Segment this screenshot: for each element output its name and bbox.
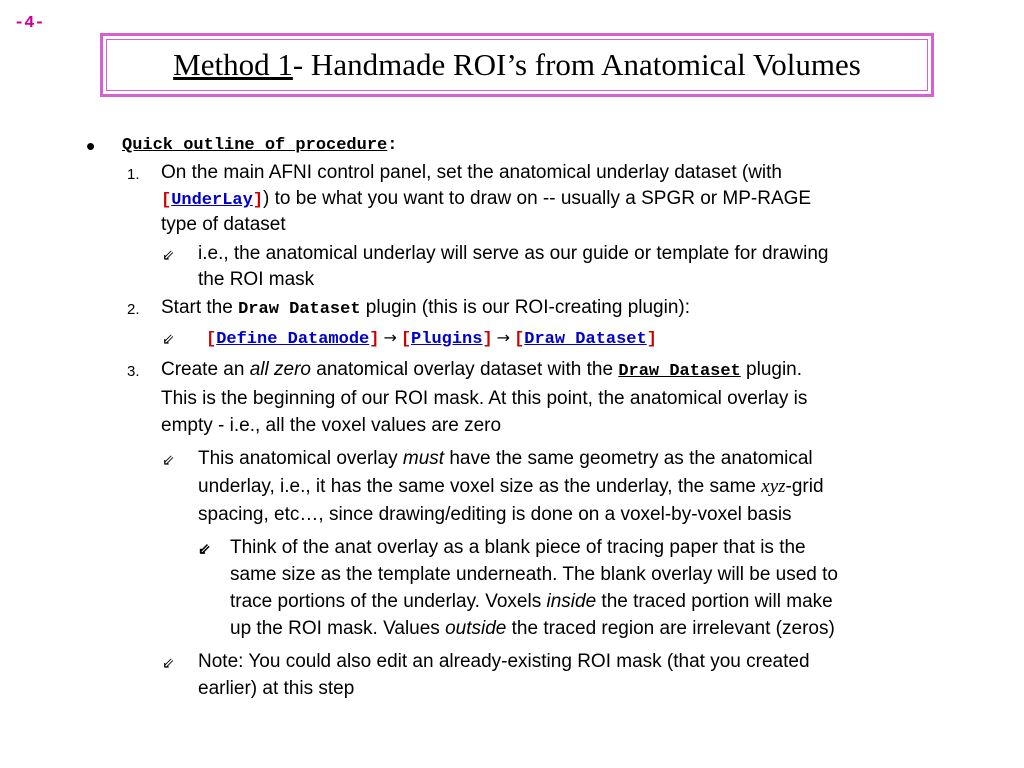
arrow-right-icon: →	[496, 328, 511, 347]
step3-text-b: anatomical overlay dataset with the	[310, 359, 619, 380]
bracket-open: [	[206, 330, 217, 349]
sub1-xyz: xyz	[761, 476, 786, 497]
underlay-link[interactable]: UnderLay	[171, 191, 253, 210]
sub1-text-b1: underlay, i.e., it has the same voxel size as the underlay, the same	[198, 476, 762, 497]
step2-text-a: Start the	[161, 297, 239, 318]
step3-sub2-line1: Note: You could also edit an already-existing ROI mask (that you created	[198, 651, 810, 672]
step3-line2: This is the beginning of our ROI mask. At this point, the anatomical overlay is	[161, 388, 808, 409]
sub1-text-a2: have the same geometry as the anatomical	[444, 448, 813, 469]
outline-heading-text: Quick outline of procedure	[122, 136, 388, 155]
step1-number: 1.	[127, 166, 140, 183]
arrow-marker-icon: ⇙	[162, 452, 175, 469]
step1-line2	[161, 186, 811, 214]
step3-italic: all zero	[249, 359, 311, 380]
step1-sub-line1: i.e., the anatomical underlay will serve as our guide or template for drawing	[198, 243, 829, 264]
outline-heading	[122, 131, 397, 159]
sub1-must: must	[402, 448, 445, 469]
subsub-inside: inside	[546, 591, 597, 612]
title-rest: - Handmade ROI’s from Anatomical Volumes	[292, 47, 861, 82]
subsub-text-d2: the traced region are irrelevant (zeros)	[506, 618, 835, 639]
step3-text-a: Create an	[161, 359, 250, 380]
step3-sub1-line2	[198, 474, 824, 500]
outline-heading-colon: :	[387, 136, 398, 155]
bracket-close: ]	[369, 330, 380, 349]
arrow-marker-icon: ⇙	[198, 541, 211, 558]
subsub-line2: same size as the template underneath. The blank overlay will be used to	[230, 564, 838, 585]
arrow-right-icon: →	[383, 328, 397, 347]
arrow-marker-icon: ⇙	[162, 247, 175, 264]
step1-line2-text: ) to be what you want to draw on -- usually a SPGR or MP-RAGE	[263, 188, 812, 209]
bracket-open: [	[400, 330, 412, 349]
bracket-open: [	[514, 330, 525, 349]
page-number: -4-	[14, 14, 45, 33]
subsub-text-d1: up the ROI mask. Values	[230, 618, 446, 639]
bracket-close: ]	[482, 330, 493, 349]
sub1-text-b2: -grid	[785, 476, 824, 497]
subsub-line4	[230, 616, 835, 642]
step3-sub2-line2: earlier) at this step	[198, 678, 355, 699]
bullet-icon: •	[86, 131, 96, 161]
step2-text-b: plugin (this is our ROI-creating plugin):	[360, 297, 691, 318]
step2-menu-path	[206, 325, 657, 353]
arrow-marker-icon: ⇙	[162, 331, 175, 348]
step3-text-c: plugin.	[740, 359, 803, 380]
step1-line3: type of dataset	[161, 214, 286, 235]
subsub-outside: outside	[445, 618, 507, 639]
bracket-open: [	[161, 191, 172, 210]
title-method: Method 1	[173, 47, 293, 82]
step1-line1: On the main AFNI control panel, set the anatomical underlay dataset (with	[161, 162, 782, 183]
subsub-text-c1: trace portions of the underlay. Voxels	[230, 591, 547, 612]
draw-dataset-link[interactable]: Draw Dataset	[524, 330, 647, 349]
step3-number: 3.	[127, 363, 140, 380]
bracket-close: ]	[252, 191, 264, 210]
subsub-line3	[230, 589, 833, 615]
plugins-link[interactable]: Plugins	[411, 330, 483, 349]
subsub-line1: Think of the anat overlay as a blank piece of tracing paper that is the	[230, 537, 806, 558]
step3-line1	[161, 357, 802, 385]
step2-line1	[161, 295, 690, 323]
step2-code: Draw Dataset	[238, 300, 361, 319]
bracket-close: ]	[646, 330, 657, 349]
sub1-text-a1: This anatomical overlay	[198, 448, 403, 469]
step1-sub-line2: the ROI mask	[198, 269, 315, 290]
define-datamode-link[interactable]: Define Datamode	[216, 330, 370, 349]
arrow-marker-icon: ⇙	[162, 655, 175, 672]
step3-line3: empty - i.e., all the voxel values are zero	[161, 415, 502, 436]
step2-number: 2.	[127, 301, 140, 318]
subsub-text-c2: the traced portion will make	[596, 591, 833, 612]
step3-sub1-line1	[198, 446, 813, 472]
step3-sub1-line3: spacing, etc…, since drawing/editing is done on a voxel-by-voxel basis	[198, 504, 792, 525]
step3-code: Draw Dataset	[618, 362, 741, 381]
